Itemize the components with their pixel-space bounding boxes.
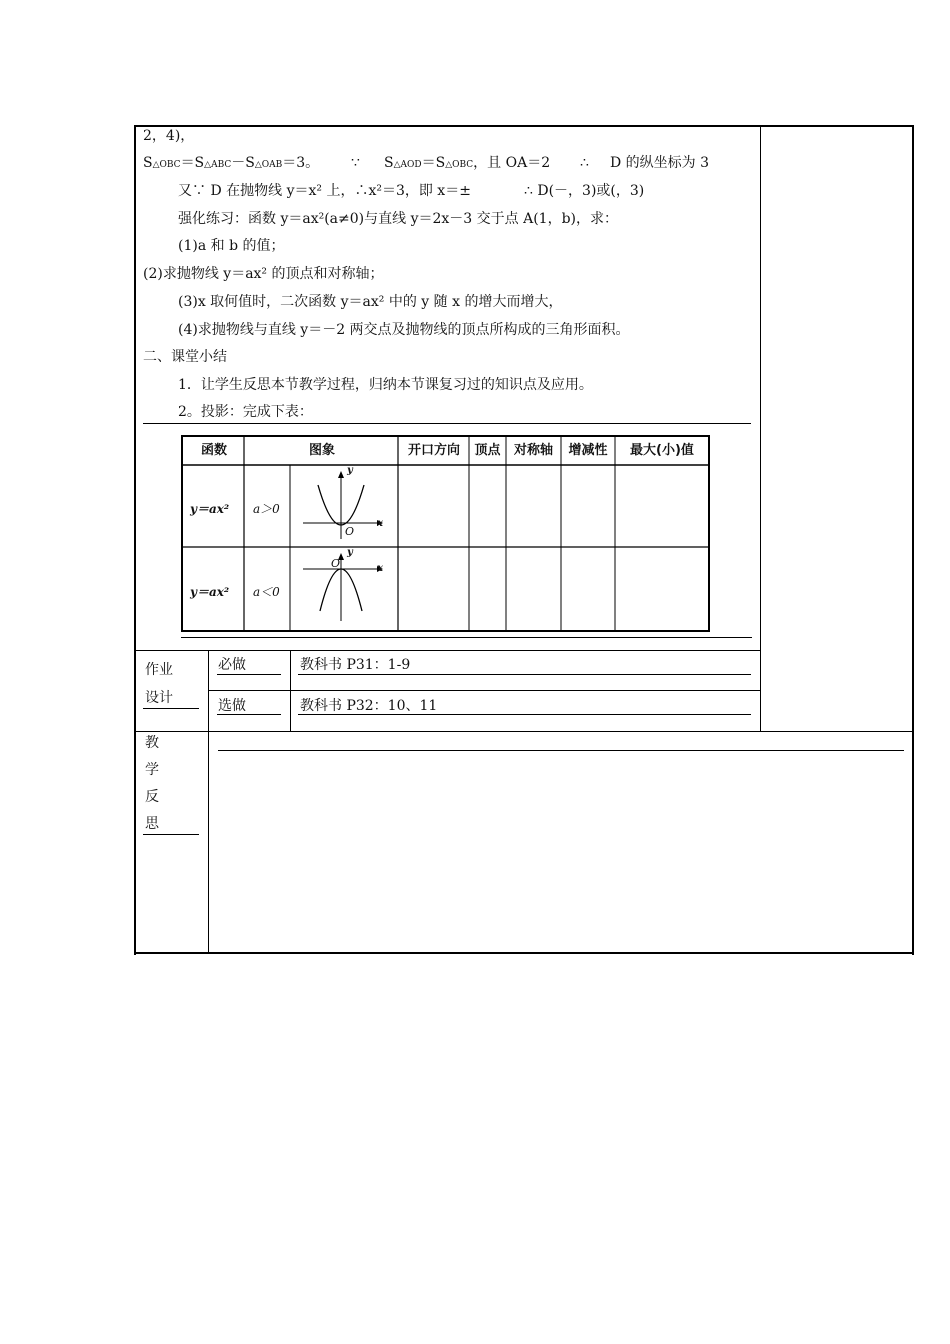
th-opening: 开口方向 bbox=[407, 443, 460, 458]
row1-y-label: y bbox=[347, 465, 353, 476]
line-3-end: ∴ D(－，3)或(，3) bbox=[524, 183, 645, 199]
row1-o-label: O bbox=[345, 525, 355, 538]
line-2-because: ∵ bbox=[351, 155, 360, 171]
line-5: (1)a 和 b 的值； bbox=[178, 238, 285, 254]
reflection-content-rule bbox=[218, 750, 904, 751]
line-2-therefore: ∴ bbox=[580, 155, 589, 171]
optional-value-underline bbox=[298, 714, 751, 715]
rule-under-table bbox=[181, 637, 752, 638]
line-1: 2，4)， bbox=[143, 128, 195, 144]
frame-top bbox=[134, 125, 914, 127]
frame-left bbox=[134, 125, 136, 955]
summary-table-grid bbox=[181, 435, 711, 633]
line-7: (3)x 取何值时，二次函数 y＝ax² 中的 y 随 x 的增大而增大， bbox=[178, 294, 563, 310]
line-4: 强化练习：函数 y＝ax²(a≠0)与直线 y＝2x－3 交于点 A(1，b)，求： bbox=[178, 211, 618, 227]
row1-x-label: x bbox=[377, 518, 383, 529]
required-value: 教科书 P31：1-9 bbox=[300, 657, 411, 673]
optional-label-underline bbox=[217, 714, 281, 715]
row2-y-label: y bbox=[347, 547, 353, 558]
row2-o-label: O bbox=[331, 557, 341, 570]
th-monotonic: 增减性 bbox=[568, 443, 608, 458]
line-3: 又∵ D 在抛物线 y＝x² 上，∴x²＝3，即 x＝± bbox=[178, 183, 471, 199]
divider-inner-right bbox=[760, 125, 761, 731]
row2-x-label: x bbox=[377, 563, 383, 574]
reflection-char-4: 思 bbox=[145, 816, 159, 832]
th-graph: 图象 bbox=[308, 443, 335, 458]
homework-title-underline bbox=[143, 708, 199, 709]
th-vertex: 顶点 bbox=[474, 443, 501, 458]
homework-title-1: 作业 bbox=[145, 662, 173, 678]
row2-condition: a＜0 bbox=[253, 585, 280, 599]
divider-homework-top bbox=[134, 650, 761, 651]
reflection-title-underline bbox=[143, 834, 199, 835]
frame-bottom bbox=[134, 952, 914, 954]
row2-function: y＝ax² bbox=[190, 585, 230, 599]
th-extremum: 最大(小)值 bbox=[630, 443, 694, 458]
reflection-char-1: 教 bbox=[145, 735, 159, 751]
divider-reflection-top bbox=[134, 731, 914, 732]
optional-value: 教科书 P32：10、11 bbox=[300, 698, 438, 714]
required-label-underline bbox=[217, 674, 281, 675]
line-8: (4)求抛物线与直线 y＝－2 两交点及抛物线的顶点所构成的三角形面积。 bbox=[178, 322, 630, 338]
line-2: S△OBC＝S△ABC－S△OAB＝3。 bbox=[143, 155, 320, 171]
row1-function: y＝ax² bbox=[190, 502, 230, 516]
reflection-char-2: 学 bbox=[145, 762, 159, 778]
graph-downward-parabola bbox=[303, 553, 383, 621]
divider-hw-row bbox=[208, 690, 761, 691]
graph-upward-parabola bbox=[303, 471, 383, 539]
required-value-underline bbox=[298, 674, 751, 675]
reflection-char-3: 反 bbox=[145, 789, 159, 805]
required-label: 必做 bbox=[218, 657, 246, 673]
th-function: 函数 bbox=[200, 443, 227, 458]
homework-title-2: 设计 bbox=[145, 690, 173, 706]
line-2-end: D 的纵坐标为 3 bbox=[610, 155, 710, 171]
divider-reflection-col bbox=[208, 731, 209, 953]
line-2-mid: S△AOD＝S△OBC，且 OA＝2 bbox=[384, 155, 551, 171]
line-11: 2。投影：完成下表： bbox=[178, 404, 313, 420]
sub-1: △ bbox=[152, 160, 160, 170]
summary-table bbox=[181, 435, 711, 633]
row1-condition: a＞0 bbox=[253, 502, 280, 516]
line-10: 1．让学生反思本节教学过程，归纳本节课复习过的知识点及应用。 bbox=[178, 377, 593, 393]
line-6: (2)求抛物线 y＝ax² 的顶点和对称轴； bbox=[143, 266, 384, 282]
optional-label: 选做 bbox=[218, 698, 246, 714]
rule-under-line-11 bbox=[143, 423, 751, 424]
th-axis: 对称轴 bbox=[513, 443, 553, 458]
line-9: 二、课堂小结 bbox=[143, 349, 227, 365]
frame-right bbox=[912, 125, 914, 955]
